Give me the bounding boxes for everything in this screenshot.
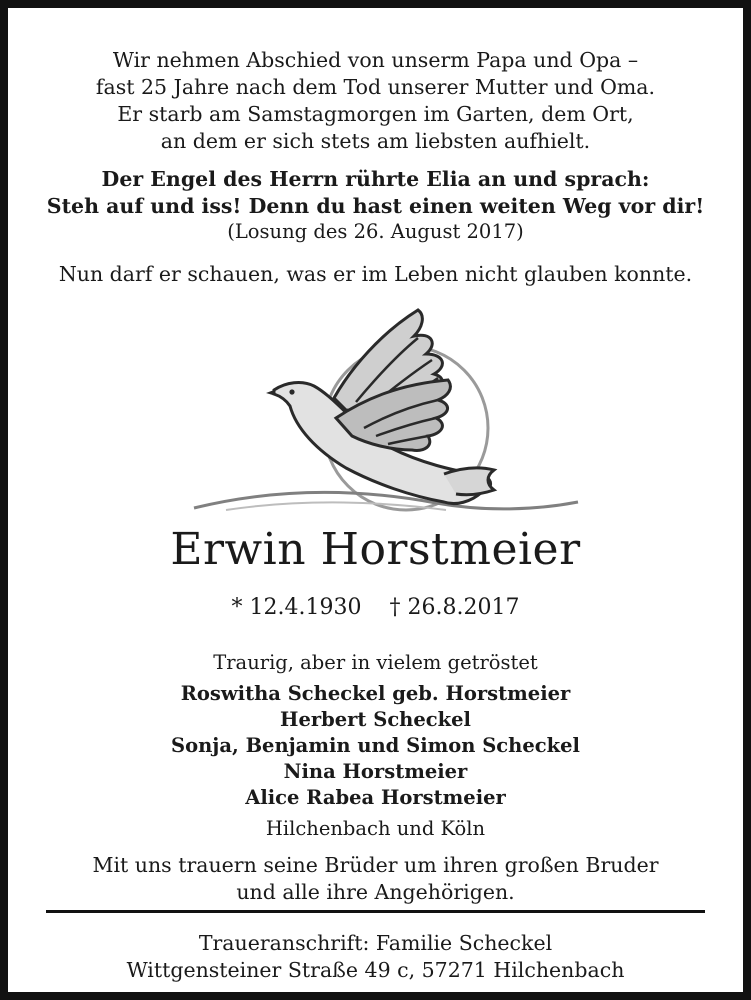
deceased-name: Erwin Horstmeier — [170, 524, 581, 575]
address-line: Wittgensteiner Straße 49 c, 57271 Hilchenbach — [126, 958, 625, 982]
dove-emblem — [186, 298, 586, 528]
mourners-intro: Traurig, aber in vielem getröstet — [213, 651, 538, 674]
bible-verse-line: Steh auf und iss! Denn du hast einen weiten Weg vor dir! — [46, 194, 705, 218]
mourners-place: Hilchenbach und Köln — [265, 817, 486, 840]
intro-line: Wir nehmen Abschied von unserm Papa und Opa – — [112, 48, 639, 72]
intro-line: fast 25 Jahre nach dem Tod unserer Mutter und Oma. — [95, 75, 656, 99]
mourner-name: Alice Rabea Horstmeier — [245, 786, 506, 809]
intro-line: an dem er sich stets am liebsten aufhielt. — [160, 129, 591, 153]
intro-line: Er starb am Samstagmorgen im Garten, dem Ort, — [117, 102, 634, 126]
mourner-name: Nina Horstmeier — [283, 760, 468, 783]
life-dates — [8, 595, 743, 620]
bible-verse-line: Der Engel des Herrn rührte Elia an und sprach: — [101, 167, 650, 191]
divider-rule — [46, 910, 705, 913]
mourner-name: Herbert Scheckel — [280, 708, 471, 731]
others-line: Mit uns trauern seine Brüder um ihren großen Bruder — [92, 853, 659, 877]
address-line: Traueranschrift: Familie Scheckel — [198, 931, 553, 955]
verse-reference: (Losung des 26. August 2017) — [227, 220, 524, 243]
birth-date: * 12.4.1930 — [231, 595, 362, 620]
belief-line: Nun darf er schauen, was er im Leben nicht glauben konnte. — [58, 262, 693, 286]
mourner-name: Roswitha Scheckel geb. Horstmeier — [180, 682, 571, 705]
mourner-name: Sonja, Benjamin und Simon Scheckel — [171, 734, 580, 757]
others-line: und alle ihre Angehörigen. — [236, 880, 515, 904]
death-date: † 26.8.2017 — [389, 595, 520, 620]
